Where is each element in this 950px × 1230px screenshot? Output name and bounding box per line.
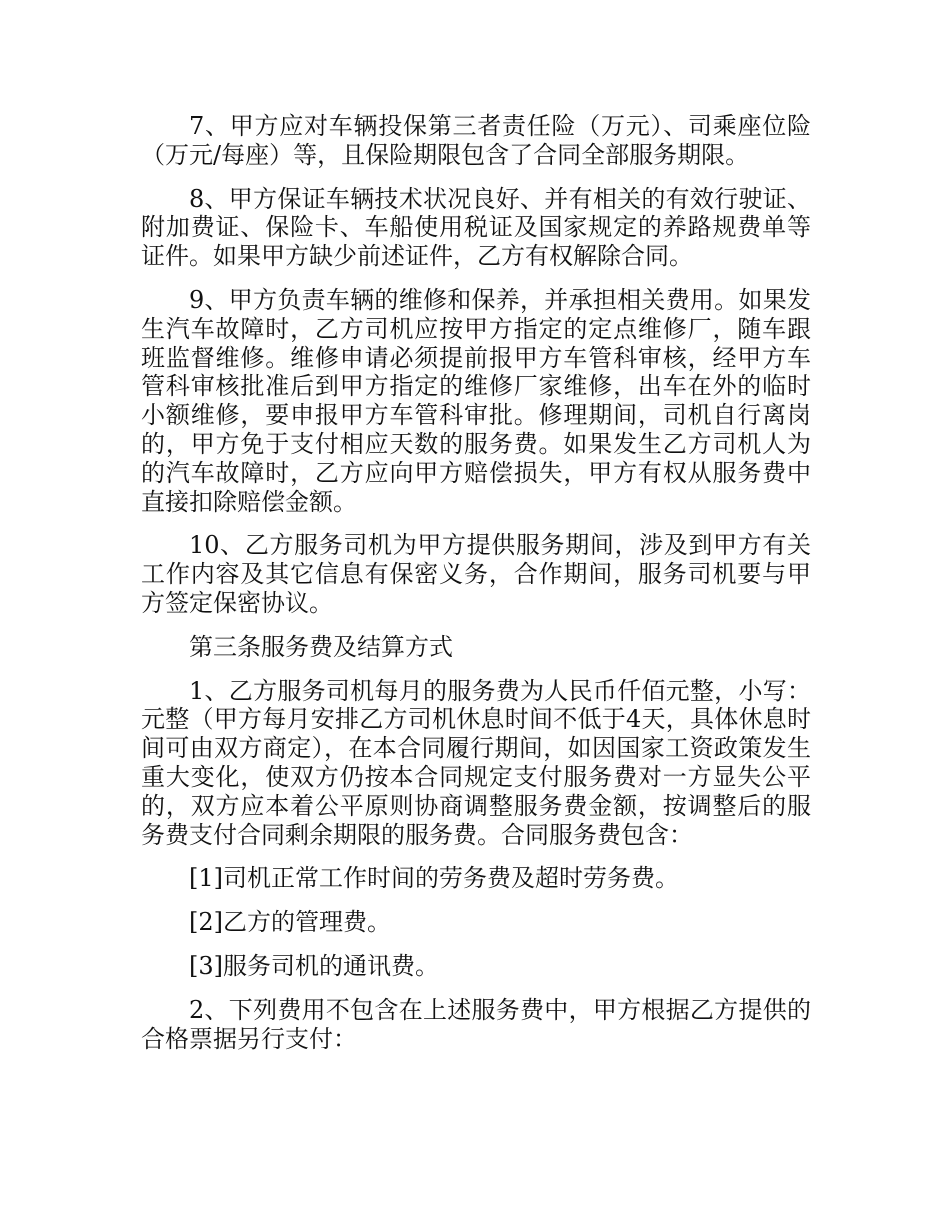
fee-clause-1: 1、乙方服务司机每月的服务费为人民币仟佰元整，小写：元整（甲方每月安排乙方司机休息时间不低于4天，具体休息时间可由双方商定），在本合同履行期间，如因国家工资政策发生重大变化，使双方仍按本合同规定支付服务费对一方显失公平的，双方应本着公平原则协商调整服务费金额，按调整后的服务费支付合同剩余期限的服务费。合同服务费包含： <box>141 676 811 849</box>
clause-8-vehicle-documents: 8、甲方保证车辆技术状况良好、并有相关的有效行驶证、附加费证、保险卡、车船使用税证及国家规定的养路规费单等证件。如果甲方缺少前述证件，乙方有权解除合同。 <box>141 184 811 271</box>
clause-9-maintenance: 9、甲方负责车辆的维修和保养，并承担相关费用。如果发生汽车故障时，乙方司机应按甲方指定的定点维修厂，随车跟班监督维修。维修申请必须提前报甲方车管科审核，经甲方车管科审核批准后到甲方指定的维修厂家维修，出车在外的临时小额维修，要申报甲方车管科审批。修理期间，司机自行离岗的，甲方免于支付相应天数的服务费。如果发生乙方司机人为的汽车故障时，乙方应向甲方赔偿损失，甲方有权从服务费中直接扣除赔偿金额。 <box>141 285 811 516</box>
article-3-heading: 第三条服务费及结算方式 <box>189 632 453 661</box>
fee-item-2: [2]乙方的管理费。 <box>189 908 391 937</box>
fee-item-1: [1]司机正常工作时间的劳务费及超时劳务费。 <box>189 864 679 893</box>
fee-clause-2: 2、下列费用不包含在上述服务费中，甲方根据乙方提供的合格票据另行支付： <box>141 995 811 1053</box>
clause-10-confidentiality: 10、乙方服务司机为甲方提供服务期间，涉及到甲方有关工作内容及其它信息有保密义务，合作期间，服务司机要与甲方签定保密协议。 <box>141 531 811 617</box>
fee-item-3: [3]服务司机的通讯费。 <box>189 951 439 980</box>
document-page <box>141 112 811 1068</box>
clause-7-insurance: 7、甲方应对车辆投保第三者责任险（万元）、司乘座位险（万元/每座）等，且保险期限包含了合同全部服务期限。 <box>141 112 811 169</box>
